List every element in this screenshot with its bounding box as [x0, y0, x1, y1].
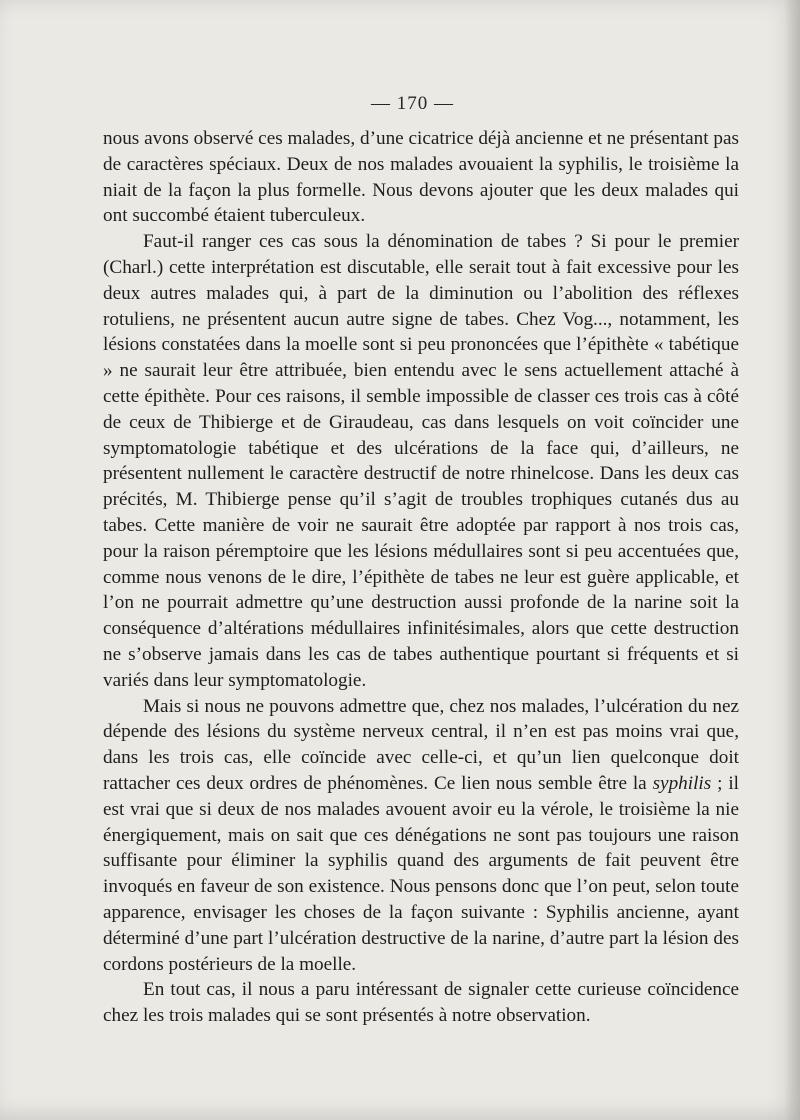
paragraph-syphilis-link-end: ; il est vrai que si deux de nos malades avouent avoir eu la vérole, le troisième la nie énergiquement, mais on sait que ces dénégations ne sont pas toujours une raison suffisante pour éliminer la syphilis quand des arguments de fait peuvent être invoqués en faveur de son existence. Nous pensons donc que l’on peut, selon toute apparence, envisager les choses de la façon suivante : Syphilis ancienne, ayant déterminé d’une part l’ulcération destructive de la narine, d’autre part la lésion des cordons postérieurs de la moelle.	[103, 772, 739, 975]
paragraph-syphilis-link	[103, 694, 739, 978]
page-edge-shadow	[784, 0, 800, 1120]
paragraph-conclusion: En tout cas, il nous a paru intéressant de signaler cette curieuse coïncidence chez les trois malades qui se sont présentés à notre observation.	[103, 979, 739, 1027]
paragraph-syphilis-link-start: Mais si nous ne pouvons admettre que, chez nos malades, l’ulcération du nez dépende des lésions du système nerveux central, il n’en est pas moins vrai que, dans les trois cas, elle coïncide avec celle-ci, et qu’un lien quelconque doit rattacher ces deux ordres de phénomènes. Ce lien nous semble être la	[103, 695, 739, 794]
syphilis-italic-term: syphilis	[652, 772, 712, 794]
page-number: — 170 —	[371, 93, 454, 114]
body-text	[103, 126, 739, 1029]
paragraph-continuation: nous avons observé ces malades, d’une cicatrice déjà ancienne et ne présentant pas de caractères spéciaux. Deux de nos malades avouaient la syphilis, le troisième la niait de la façon la plus formelle. Nous devons ajouter que les deux malades qui ont succombé étaient tuberculeux.	[103, 128, 739, 227]
paragraph-tabes-question: Faut-il ranger ces cas sous la dénomination de tabes ? Si pour le premier (Charl.) cette interprétation est discutable, elle serait tout à fait excessive pour les deux autres malades qui, à part de la diminution ou l’abolition des réflexes rotuliens, ne présentent aucun autre signe de tabes. Chez Vog..., notamment, les lésions constatées dans la moelle sont si peu prononcées que l’épithète « tabétique » ne saurait leur être attribuée, bien entendu avec le sens actuellement attaché à cette épithète. Pour ces raisons, il semble impossible de classer ces trois cas à côté de ceux de Thibierge et de Giraudeau, cas dans lesquels on voit coïncider une symptomatologie tabétique et des ulcérations de la face qui, d’ailleurs, ne présentent nullement le caractère destructif de notre rhinelcose. Dans les deux cas précités, M. Thibierge pense qu’il s’agit de troubles trophiques cutanés dus au tabes. Cette manière de voir ne saurait être adoptée par rapport à nos trois cas, pour la raison péremptoire que les lésions médullaires sont si peu accentuées que, comme nous venons de le dire, l’épithète de tabes ne leur est guère applicable, et l’on ne pourrait admettre qu’une destruction aussi profonde de la narine soit la conséquence d’altérations médullaires infinitésimales, alors que cette destruction ne s’observe jamais dans les cas de tabes authentique pourtant si fréquents et si variés dans leur symptomatologie.	[103, 231, 739, 691]
